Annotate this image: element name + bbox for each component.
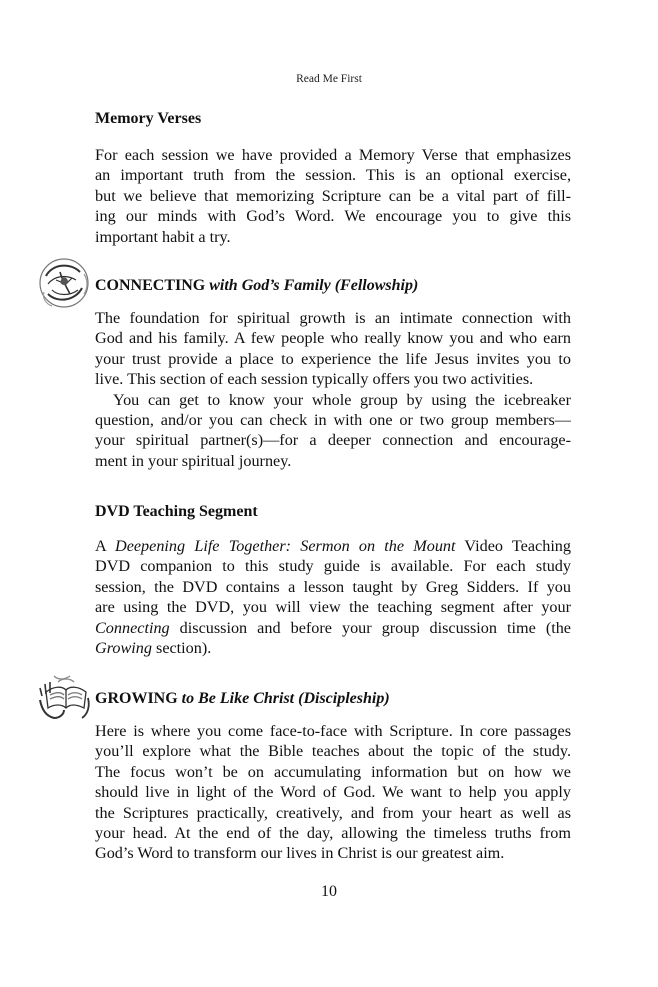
connecting-heading-sub: with God’s Family (Fellowship) [209,277,419,294]
memory-verses-paragraph [95,145,571,247]
growing-heading-sub: to Be Like Christ (Discipleship) [181,690,390,707]
text-line: an important truth from the session. This is an optional exercise, [95,166,571,185]
text-line: session, the DVD contains a lesson taught by Greg Sidders. If you [95,577,571,596]
connecting-paragraph-1 [95,308,571,390]
text-line: you’ll explore what the Bible teaches about the topic of the study. [95,742,571,761]
text-run: discussion and before your group discussion time (the [169,618,571,637]
text-line: Here is where you come face-to-face with Scripture. In core passages [95,722,571,740]
growing-paragraph [95,721,571,864]
text-line: ment in your spiritual journey. [95,451,292,470]
text-run: Video Teaching [455,537,571,555]
growing-heading [95,689,571,709]
text-line: ing our minds with God’s Word. We encourage you to give this [95,207,571,226]
hands-circle-icon [36,254,92,312]
text-line: DVD companion to this study guide is available. For each study [95,557,571,576]
growing-section [95,689,571,864]
text-run: section). [151,639,212,658]
dvd-heading: DVD Teaching Segment [95,503,258,520]
text-line: your trust provide a place to experience the life Jesus invites you to [95,349,571,368]
text-line [95,618,571,638]
text-line: your head. At the end of the day, allowing the timeless truths from [95,824,571,843]
connecting-section [95,276,571,471]
running-head: Read Me First [296,73,362,85]
memory-verses-section [95,109,571,247]
text-line: For each session we have provided a Memory Verse that emphasizes [95,146,571,164]
text-line: God and his family. A few people who really know you and who earn [95,329,571,348]
text-line: your spiritual partner(s)—for a deeper connection and encourage- [95,431,571,450]
connecting-paragraph-2 [95,390,571,472]
text-line: The foundation for spiritual growth is an intimate connection with [95,309,571,327]
memory-verses-heading: Memory Verses [95,110,202,127]
text-line: live. This section of each session typically offers you two activities. [95,370,534,389]
text-run: Growing [95,639,152,658]
growing-heading-main: GROWING [95,690,178,707]
text-line [95,638,571,658]
connecting-heading [95,276,571,296]
text-line: but we believe that memorizing Scripture can be a vital part of fill- [95,186,571,205]
text-line: should live in light of the Word of God. We want to help you apply [95,783,571,802]
dvd-paragraph [95,536,571,658]
page-number: 10 [321,883,337,900]
dvd-title: Deepening Life Together: Sermon on the Mount [115,537,456,555]
text-line: question, and/or you can check in with one or two group members— [95,411,571,430]
dvd-section [95,502,571,658]
text-run: A [95,537,115,555]
text-line: the Scriptures practically, creatively, and from your heart as well as [95,803,571,822]
text-line: are using the DVD, you will view the teaching segment after your [95,598,571,617]
text-run: Connecting [95,618,170,637]
text-line [95,536,571,556]
text-line: You can get to know your whole group by using the icebreaker [113,390,571,409]
open-bible-hands-icon [36,668,94,726]
text-line: The focus won’t be on accumulating information but on how we [95,762,571,781]
text-line: important habit a try. [95,227,231,246]
text-line: God’s Word to transform our lives in Christ is our greatest aim. [95,844,505,863]
connecting-heading-main: CONNECTING [95,277,206,294]
